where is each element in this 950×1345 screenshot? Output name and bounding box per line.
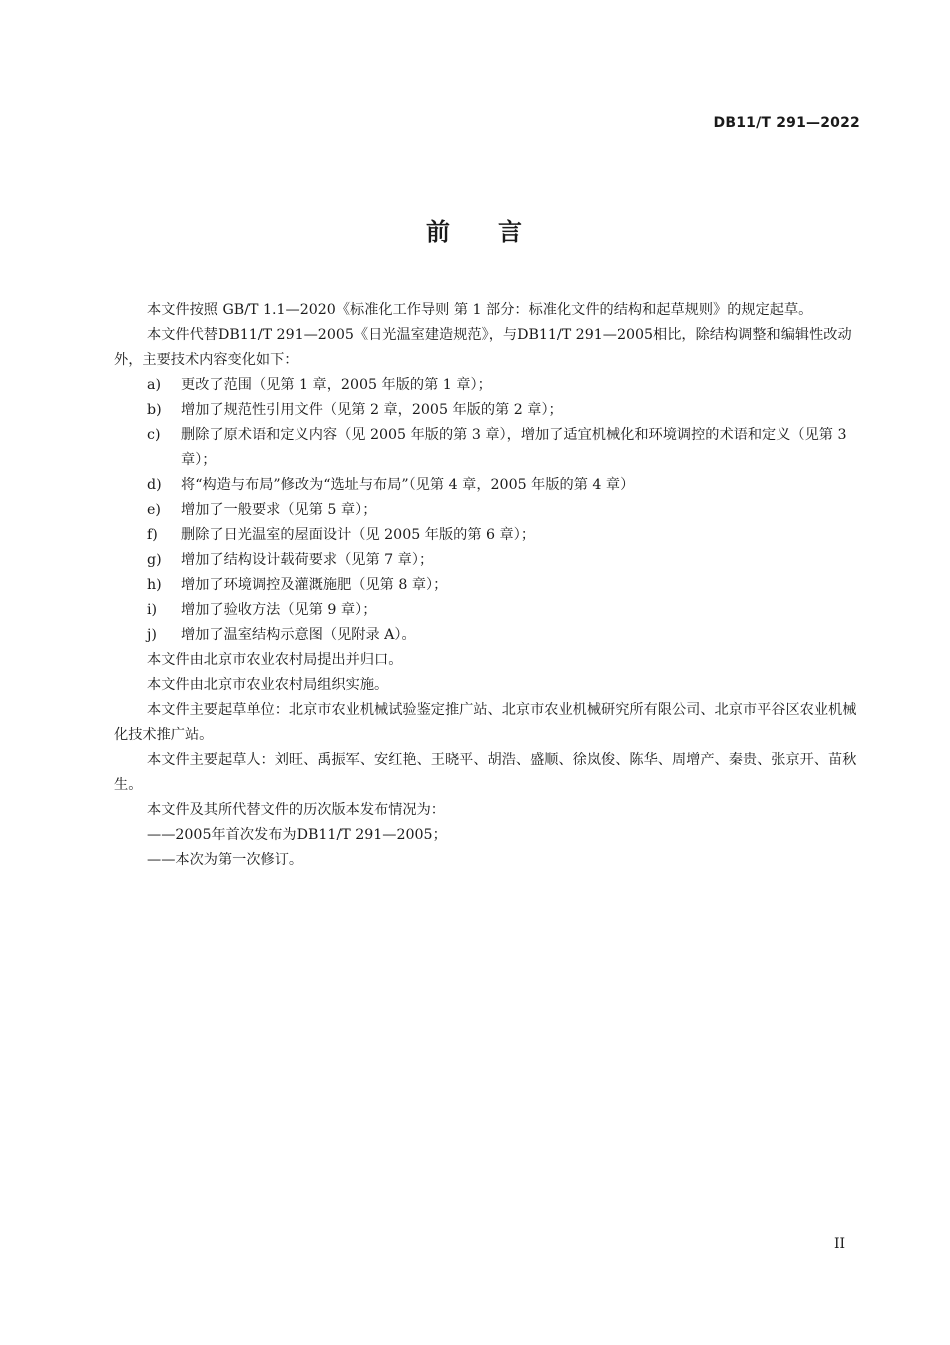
list-item	[114, 423, 860, 473]
list-item	[114, 498, 860, 523]
list-item	[114, 573, 860, 598]
list-item-text: 增加了验收方法（见第 9 章）；	[181, 602, 377, 618]
paragraph-version-history: 本文件及其所代替文件的历次版本发布情况为：	[147, 802, 445, 818]
list-item	[114, 623, 860, 648]
paragraph-proposer: 本文件由北京市农业农村局提出并归口。	[147, 652, 403, 668]
list-item	[114, 398, 860, 423]
list-item	[114, 473, 860, 498]
changes-list	[114, 373, 860, 648]
title-char-1: 前	[426, 218, 452, 246]
paragraph-replacement: 本文件代替DB11/T 291—2005《日光温室建造规范》，与DB11/T 291—2005相比，除结构调整和编辑性改动外，主要技术内容变化如下：	[114, 327, 852, 368]
list-item-text: 增加了规范性引用文件（见第 2 章，2005 年版的第 2 章）；	[181, 402, 563, 418]
list-marker: g)	[147, 552, 162, 568]
title-char-2: 言	[498, 218, 524, 246]
list-marker: d)	[147, 477, 162, 493]
list-item	[114, 548, 860, 573]
paragraph-drafting-basis: 本文件按照 GB/T 1.1—2020《标准化工作导则 第 1 部分：标准化文件的结构和起草规则》的规定起草。	[147, 302, 813, 318]
foreword-body	[114, 298, 860, 873]
paragraph-drafting-units: 本文件主要起草单位：北京市农业机械试验鉴定推广站、北京市农业机械研究所有限公司、北京市平谷区农业机械化技术推广站。	[114, 702, 857, 743]
list-marker: e)	[147, 502, 161, 518]
list-item-text: 删除了原术语和定义内容（见 2005 年版的第 3 章），增加了适宜机械化和环境调控的术语和定义（见第 3 章）；	[181, 427, 847, 468]
list-item	[114, 598, 860, 623]
list-marker: f)	[147, 527, 158, 543]
page-title	[0, 212, 950, 247]
list-item	[114, 373, 860, 398]
paragraph-drafters: 本文件主要起草人：刘旺、禹振军、安红艳、王晓平、胡浩、盛顺、徐岚俊、陈华、周增产、秦贵、张京开、苗秋生。	[114, 752, 857, 793]
list-marker: a)	[147, 377, 161, 393]
paragraph-implementer: 本文件由北京市农业农村局组织实施。	[147, 677, 389, 693]
list-marker: h)	[147, 577, 162, 593]
list-item-text: 增加了一般要求（见第 5 章）；	[181, 502, 377, 518]
history-item: ——2005年首次发布为DB11/T 291—2005；	[147, 827, 447, 843]
history-item: ——本次为第一次修订。	[147, 852, 304, 868]
page-number: II	[833, 1236, 845, 1252]
list-marker: j)	[147, 627, 157, 643]
list-item-text: 更改了范围（见第 1 章，2005 年版的第 1 章）；	[181, 377, 492, 393]
list-item-text: 增加了结构设计载荷要求（见第 7 章）；	[181, 552, 434, 568]
list-item-text: 删除了日光温室的屋面设计（见 2005 年版的第 6 章）；	[181, 527, 536, 543]
list-item-text: 增加了温室结构示意图（见附录 A）。	[181, 627, 416, 643]
list-marker: b)	[147, 402, 162, 418]
list-item	[114, 523, 860, 548]
list-marker: i)	[147, 602, 158, 618]
document-code: DB11/T 291—2022	[713, 115, 860, 131]
list-marker: c)	[147, 427, 161, 443]
list-item-text: 将“构造与布局”修改为“选址与布局”（见第 4 章，2005 年版的第 4 章）	[181, 477, 635, 493]
list-item-text: 增加了环境调控及灌溉施肥（见第 8 章）；	[181, 577, 448, 593]
